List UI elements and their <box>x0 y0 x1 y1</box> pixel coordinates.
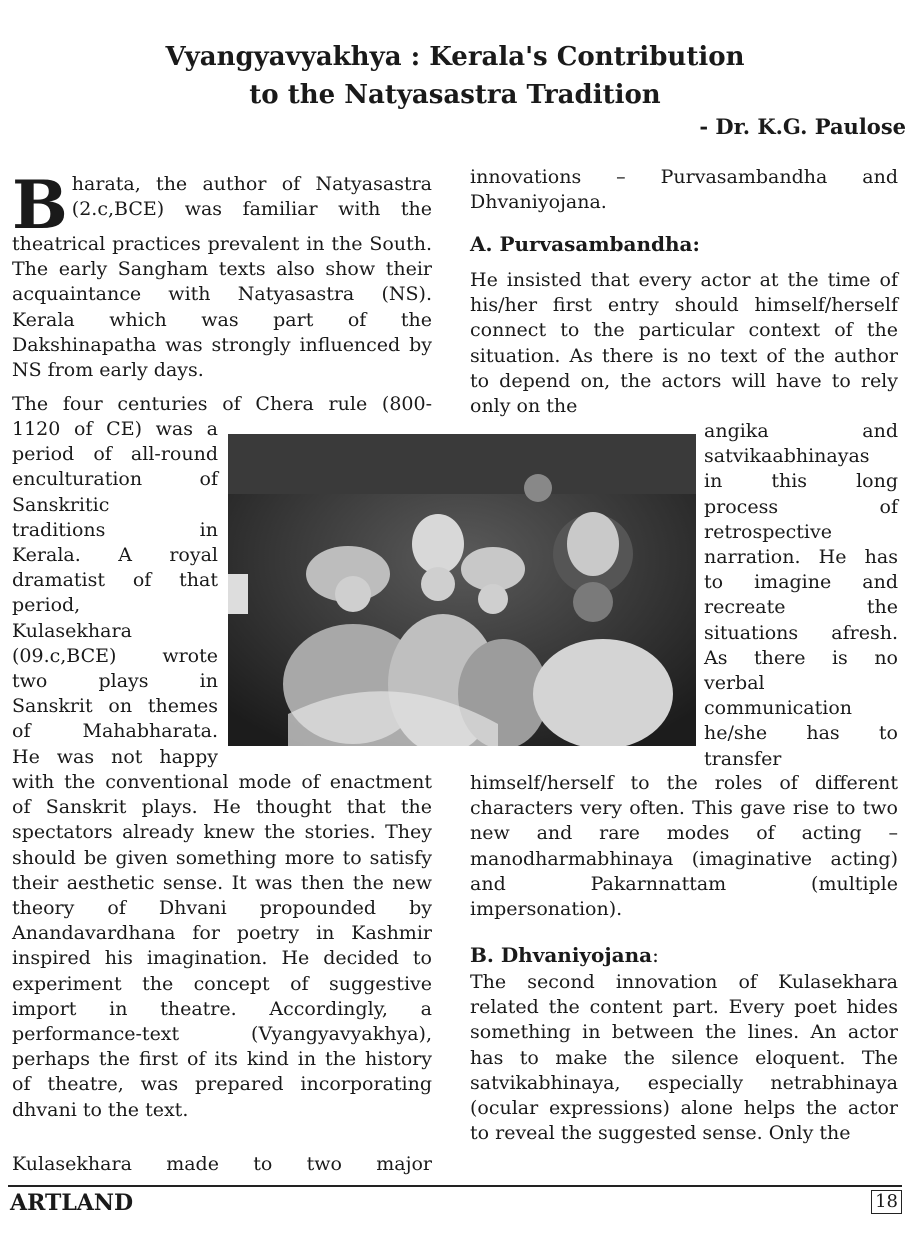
text-line: period, <box>12 594 81 617</box>
section-heading-b <box>470 943 659 967</box>
text-line: narration. He has <box>704 546 898 569</box>
text-line: harata, the author of Natyasastra <box>71 173 432 195</box>
photo-illustration <box>228 434 696 746</box>
col1-narrow-wrap <box>12 417 218 770</box>
author-byline: - Dr. K.G. Paulose <box>699 114 906 139</box>
text-line: he/she has to <box>704 722 898 745</box>
col2-paragraph-0: innovations – Purvasambandha and Dhvaniyojana. <box>470 166 898 214</box>
page-number: 18 <box>871 1190 902 1214</box>
text-line: process of <box>704 495 898 518</box>
col2-paragraph-a-top: He insisted that every actor at the time of his/her first entry should himself/herself connect to the particular context of the situation. As there is no text of the author to depend on, the actors will have to rely only on the <box>470 269 898 418</box>
heading-text: B. Dhvaniyojana <box>470 943 653 967</box>
text-line: Sanskrit on themes <box>12 695 218 718</box>
text-line: Kulasekhara <box>12 619 132 642</box>
text-line: (09.c,BCE) wrote <box>12 644 218 667</box>
text-line: He was not happy <box>12 745 218 768</box>
col2-paragraph-a-rest: himself/herself to the roles of different characters very often. This gave rise to two new and rare modes of acting – manodharmabhinaya (imaginative acting) and Pakarnnattam (multiple impersonation). <box>470 772 898 921</box>
col1-paragraph-1 <box>12 166 432 383</box>
article-title-line1: Vyangyavyakhya : Kerala's Contribution <box>165 42 745 72</box>
col1-last-line <box>12 1152 432 1177</box>
text-line: transfer <box>704 747 782 770</box>
text-line: communication <box>704 697 853 720</box>
text-line: satvikaabhinayas <box>704 445 870 468</box>
text-line: As there is no <box>704 646 898 669</box>
text-line: 1120 of CE) was a <box>12 418 218 440</box>
col1-paragraph-2-top <box>12 392 432 417</box>
text-line: retrospective <box>704 520 832 543</box>
text-line: enculturation of <box>12 468 218 491</box>
magazine-name: ARTLAND <box>10 1190 134 1216</box>
paragraph-text: theatrical practices prevalent in the South. The early Sangham texts also show their acquaintance with Natyasastra (NS). Kerala which was part of the Dakshinapatha was strongly influenced by NS from early days. <box>12 233 432 382</box>
text-line: traditions in <box>12 518 218 541</box>
text-line: (2.c,BCE) was familiar with the <box>71 198 432 221</box>
section-heading-a: A. Purvasambandha: <box>470 232 700 256</box>
heading-colon: : <box>652 943 659 967</box>
text-line: Kulasekhara made to two major <box>12 1153 432 1175</box>
text-line: The four centuries of Chera rule (800- <box>12 393 432 415</box>
article-title-line2: to the Natyasastra Tradition <box>249 80 661 110</box>
col2-paragraph-b: The second innovation of Kulasekhara related the content part. Every poet hides something in between the lines. An actor has to make the silence eloquent. The satvikabhinaya, especially netrabhinaya (ocular expressions) alone helps the actor to reveal the suggested sense. Only the <box>470 971 898 1145</box>
text-line: of Mahabharata. <box>12 720 218 743</box>
text-line: to imagine and <box>704 571 898 594</box>
kathakali-performance-photo <box>228 434 696 746</box>
text-line: period of all-round <box>12 443 218 466</box>
text-line: recreate the <box>704 596 898 619</box>
text-line: in this long <box>704 470 898 493</box>
text-line: Sanskritic <box>12 493 110 516</box>
text-line: situations afresh. <box>704 621 898 644</box>
text-line: verbal <box>704 672 765 695</box>
footer-rule <box>8 1185 902 1187</box>
text-line: angika and <box>704 420 898 442</box>
text-line: two plays in <box>12 670 218 693</box>
text-line: Kerala. A royal <box>12 544 218 567</box>
text-line: dramatist of that <box>12 569 218 592</box>
drop-cap: B <box>12 166 68 244</box>
col1-paragraph-2-rest: with the conventional mode of enactment of Sanskrit plays. He thought that the spectators already knew the stories. They should be given something more to satisfy their aesthetic sense. It was then the new theory of Dhvani propounded by Anandavardhana for poetry in Kashmir inspired his imagination. He decided to experiment the concept of suggestive import in theatre. Accordingly, a performance-text (Vyangyavyakhya), perhaps the first of its kind in the history of theatre, was prepared incorporating dhvani to the text. <box>12 771 432 1121</box>
col2-narrow-wrap <box>704 419 898 772</box>
